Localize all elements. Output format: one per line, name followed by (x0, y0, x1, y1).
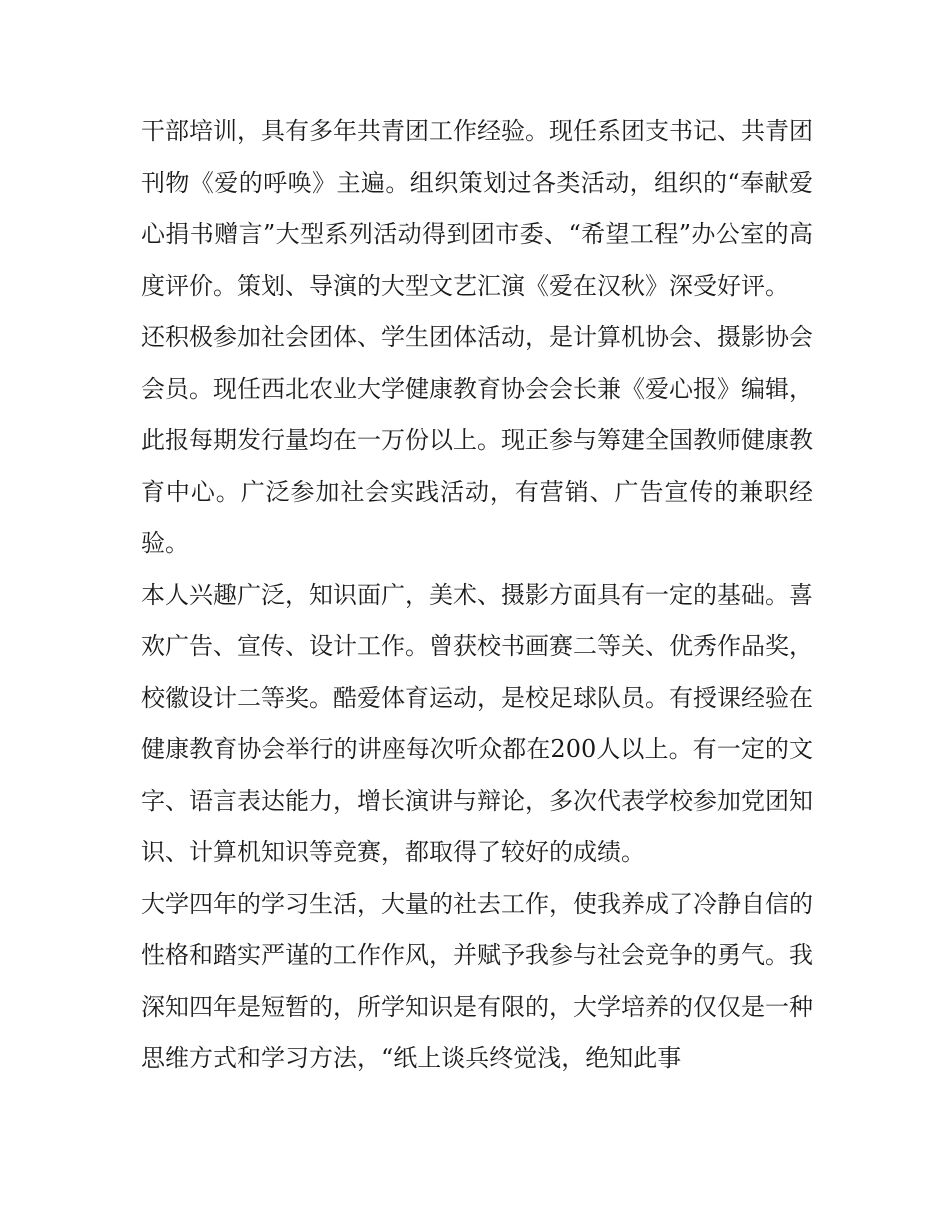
document-body (141, 106, 813, 1085)
paragraph-interests: 本人兴趣广泛，知识面广，美术、摄影方面具有一定的基础。喜欢广告、宣传、设计工作。曾获校书画赛二等关、优秀作品奖，校徽设计二等奖。酷爱体育运动，是校足球队员。有授课经验在健康教育协会举行的讲座每次听众都在200人以上。有一定的文字、语言表达能力，增长演讲与辩论，多次代表学校参加党团知识、计算机知识等竞赛，都取得了较好的成绩。 (141, 580, 813, 866)
paragraph-social-groups: 还积极参加社会团体、学生团体活动，是计算机协会、摄影协会会员。现任西北农业大学健康教育协会会长兼《爱心报》编辑，此报每期发行量均在一万份以上。现正参与筹建全国教师健康教育中心。广泛参加社会实践活动，有营销、广告宣传的兼职经验。 (141, 323, 813, 557)
paragraph-university-life: 大学四年的学习生活，大量的社去工作，使我养成了冷静自信的性格和踏实严谨的工作作风，并赋予我参与社会竞争的勇气。我深知四年是短暂的，所学知识是有限的，大学培养的仅仅是一种思维方式和学习方法，“纸上谈兵终觉浅，绝知此事 (141, 889, 813, 1072)
paragraph-cadre-training: 干部培训，具有多年共青团工作经验。现任系团支书记、共青团刊物《爱的呼唤》主遍。组织策划过各类活动，组织的“奉献爱心捐书赠言”大型系列活动得到团市委、“希望工程”办公室的高度评价。策划、导演的大型文艺汇演《爱在汉秋》深受好评。 (141, 117, 813, 300)
